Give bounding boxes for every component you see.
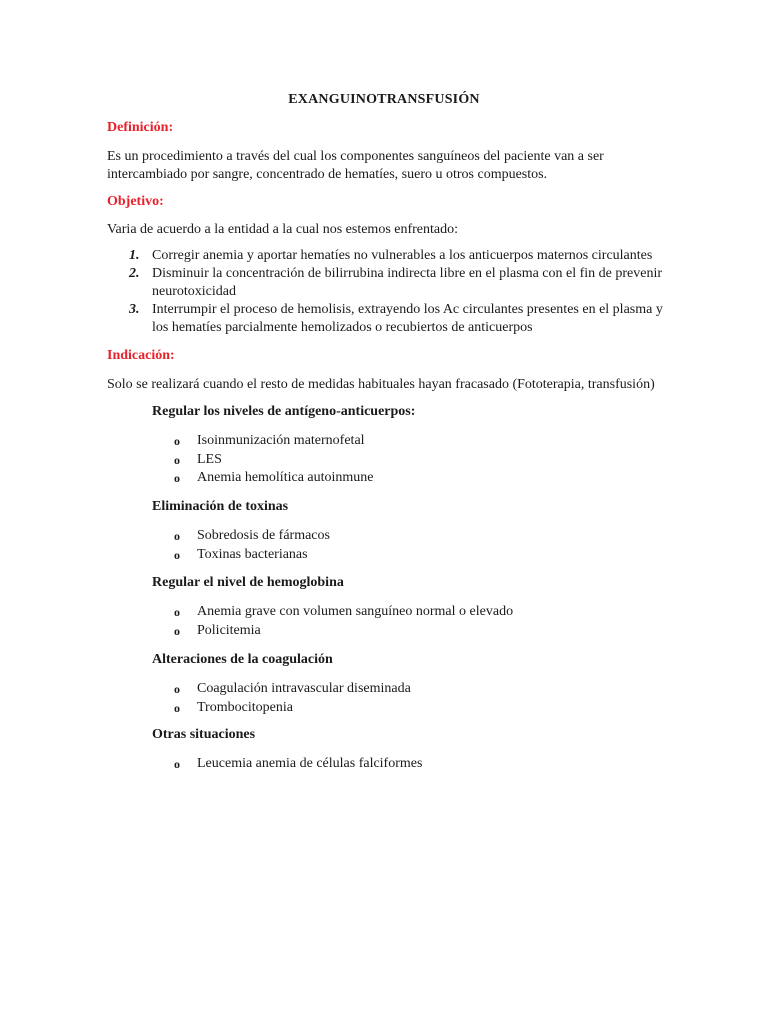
list-number: 3. [129,302,140,317]
group-title-coagulacion: Alteraciones de la coagulación [152,652,333,667]
list-item: o Coagulación intravascular diseminada [174,680,654,699]
list-item: o Trombocitopenia [174,699,654,718]
document-title: EXANGUINOTRANSFUSIÓN [288,92,480,107]
list-item [129,301,669,337]
group-list-antigeno [174,432,654,488]
bullet-icon: o [174,547,180,562]
bullet-icon: o [174,605,180,619]
heading-definicion: Definición: [107,120,174,135]
bullet-icon: o [174,623,180,638]
heading-objetivo: Objetivo: [107,194,164,209]
heading-indicacion: Indicación: [107,348,175,363]
objetivo-list [129,247,669,337]
list-item [129,265,669,301]
bullet-icon: o [174,452,180,467]
list-item: o Anemia grave con volumen sanguíneo normal o elevado [174,603,654,622]
list-item: o Anemia hemolítica autoinmune [174,469,654,488]
definicion-text: Es un procedimiento a través del cual los componentes sanguíneos del paciente van a ser intercambiado por sangre, concentrado de hematíes, suero u otros compuestos. [107,149,604,182]
list-item-text: Interrumpir el proceso de hemolisis, extrayendo los Ac circulantes presentes en el plasma y los hematíes parcialmente hemolizados o recubiertos de anticuerpos [152,302,663,335]
indicacion-intro: Solo se realizará cuando el resto de medidas habituales hayan fracasado (Fototerapia, transfusión) [107,377,655,392]
bullet-icon: o [174,700,180,715]
list-item: o Leucemia anemia de células falciformes [174,755,654,774]
list-item-text: Corregir anemia y aportar hematíes no vulnerables a los anticuerpos maternos circulantes [152,248,653,263]
list-item [129,247,669,265]
group-title-antigeno: Regular los niveles de antígeno-anticuerpos: [152,404,416,419]
bullet-icon: o [174,682,180,696]
list-number: 2. [129,266,140,281]
list-item: o LES [174,451,654,470]
group-title-hemoglobina: Regular el nivel de hemoglobina [152,575,344,590]
list-number: 1. [129,248,140,263]
group-title-toxinas: Eliminación de toxinas [152,499,289,514]
list-item: o Policitemia [174,622,654,641]
bullet-icon: o [174,757,180,771]
bullet-icon: o [174,434,180,448]
group-title-otras: Otras situaciones [152,727,256,742]
group-list-toxinas [174,527,654,564]
bullet-icon: o [174,471,180,485]
list-item: o Isoinmunización maternofetal [174,432,654,451]
group-list-otras [174,755,654,774]
list-item-text: Disminuir la concentración de bilirrubina indirecta libre en el plasma con el fin de prevenir neurotoxicidad [152,266,663,299]
group-list-hemoglobina [174,603,654,640]
group-list-coagulacion [174,680,654,717]
list-item: o Sobredosis de fármacos [174,527,654,546]
bullet-icon: o [174,529,180,543]
list-item: o Toxinas bacterianas [174,546,654,565]
objetivo-intro: Varia de acuerdo a la entidad a la cual nos estemos enfrentado: [107,222,459,237]
